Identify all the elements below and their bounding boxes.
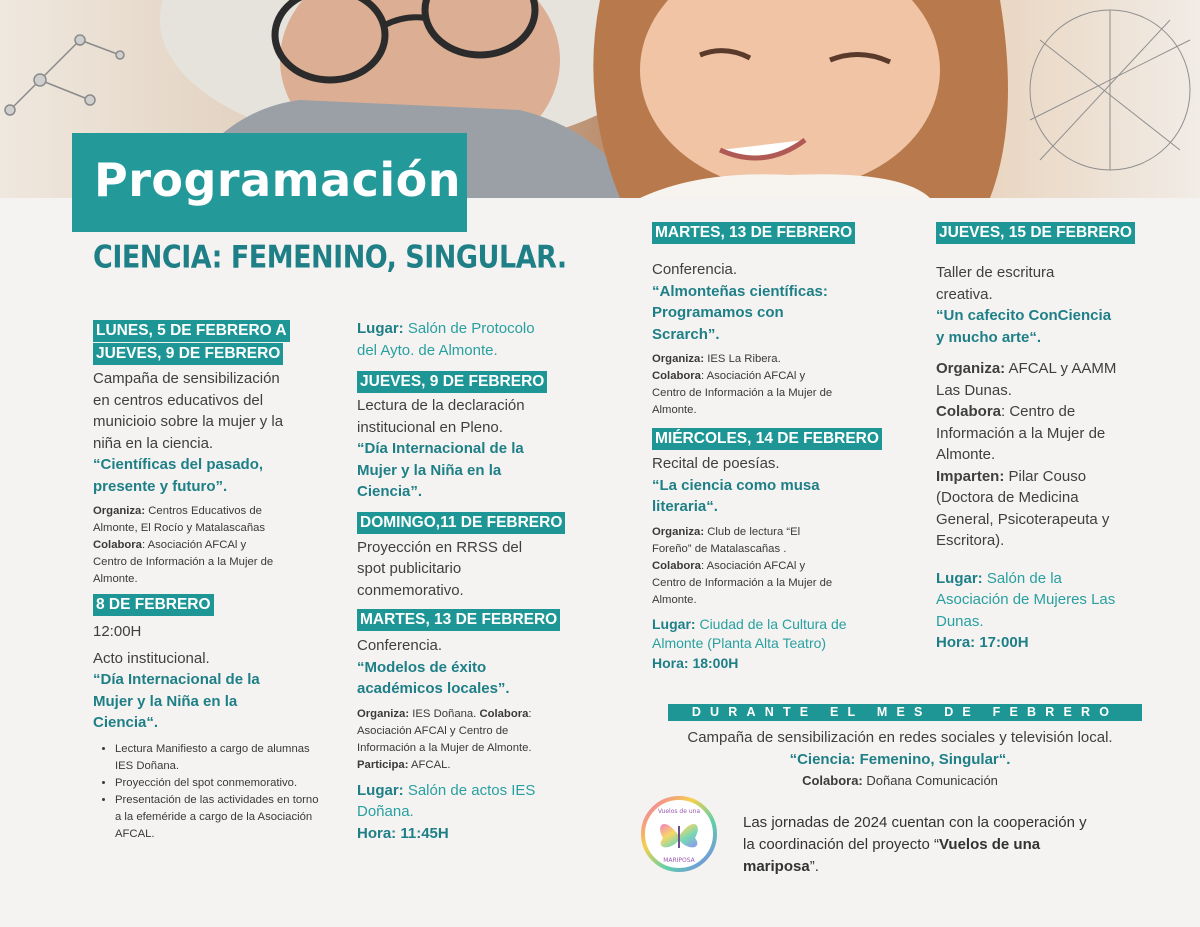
event-date: MARTES, 13 DE FEBRERO xyxy=(652,222,855,244)
event-title: “Almonteñas científicas: Programamos con Scrarch”. xyxy=(652,282,828,343)
event-title: “Día Internacional de la Mujer y la Niña en la Ciencia”. xyxy=(357,440,524,500)
svg-text:MARIPOSA: MARIPOSA xyxy=(663,857,695,864)
event-date: MARTES, 13 DE FEBRERO xyxy=(357,609,560,631)
page-subtitle: CIENCIA: FEMENINO, SINGULAR. xyxy=(93,240,567,276)
event-description: Acto institucional. xyxy=(93,649,210,667)
event-date: MIÉRCOLES, 14 DE FEBRERO xyxy=(652,428,882,450)
event-title: “Un cafecito ConCiencia y mucho arte“. xyxy=(936,307,1112,346)
event-credits: Organiza: AFCAL y AAMM Las Dunas. Colabora: Centro de Información a la Mujer de Almonte. Imparten: Pilar Couso (Doctora de Medicina General, Psicoterapeuta y Escritora). xyxy=(936,360,1117,549)
event-description: Conferencia. xyxy=(357,637,443,654)
event-description: Lectura de la declaración institucional en Pleno. xyxy=(357,397,525,436)
list-item: • Proyección del spot conmemorativo. xyxy=(115,775,325,792)
svg-text:Vuelos de una: Vuelos de una xyxy=(657,808,701,815)
event-title: “Día Internacional de la Mujer y la Niña en la Ciencia“. xyxy=(93,671,260,731)
footer-note: Las jornadas de 2024 cuentan con la cooperación y la coordinación del proyecto “Vuelos de una mariposa”. xyxy=(743,814,1087,875)
event-location: Lugar: Salón de actos IES Doñana. Hora: 11:45H xyxy=(357,781,536,842)
list-item: • Lectura Manifiesto a cargo de alumnas IES Doñana. xyxy=(115,741,325,775)
event-description: Campaña de sensibilización en centros educativos del municioio sobre la mujer y la niña en la ciencia. xyxy=(93,370,284,452)
event-credits: Organiza: Club de lectura “El Foreño” de Matalascañas . Colabora: Asociación AFCAl y Centro de Información a la Mujer de Almonte. xyxy=(652,525,833,606)
event-date: JUEVES, 9 DE FEBRERO xyxy=(93,343,283,365)
event-title: “La ciencia como musa literaria“. xyxy=(652,476,820,515)
page-title: Programación xyxy=(94,153,462,207)
event-description: Conferencia. xyxy=(652,261,738,278)
event-description: Recital de poesías. xyxy=(652,455,780,472)
event-date: DOMINGO,11 DE FEBRERO xyxy=(357,512,565,534)
event-date: JUEVES, 9 DE FEBRERO xyxy=(357,371,547,393)
event-date: 8 DE FEBRERO xyxy=(93,594,214,616)
event-title: “Científicas del pasado, presente y futuro”. xyxy=(93,456,264,495)
event-title: “Modelos de éxito académicos locales”. xyxy=(357,658,510,697)
column-1 xyxy=(93,320,328,843)
column-4 xyxy=(936,222,1166,654)
event-credits: Organiza: IES Doñana. Colabora: Asociación AFCAl y Centro de Información a la Mujer de Almonte. Participa: AFCAL. xyxy=(357,707,532,771)
campaign-title: “Ciencia: Femenino, Singular“. xyxy=(789,751,1011,768)
list-item: • Presentación de las actividades en torno a la efeméride a cargo de la Asociación AFCAL. xyxy=(115,792,325,843)
column-3 xyxy=(652,222,892,673)
event-date: LUNES, 5 DE FEBRERO A xyxy=(93,320,290,342)
event-credits: Organiza: IES La Ribera. Colabora: Asociación AFCAl y Centro de Información a la Mujer de Almonte. xyxy=(652,353,833,416)
event-description: Proyección en RRSS del spot publicitario conmemorativo. xyxy=(357,538,523,599)
month-banner: DURANTE EL MES DE FEBRERO xyxy=(668,704,1142,721)
event-location: Lugar: Salón de la Asociación de Mujeres Las Dunas. Hora: 17:00H xyxy=(936,569,1116,651)
event-description: Taller de escritura creativa. xyxy=(936,264,1055,303)
event-time: 12:00H xyxy=(93,623,142,640)
event-credits: Organiza: Centros Educativos de Almonte, El Rocío y Matalascañas Colabora: Asociación AFCAl y Centro de Información a la Mujer de Almonte. xyxy=(93,505,274,585)
campaign-credits: Colabora: Doñana Comunicación xyxy=(802,773,998,788)
vuelos-de-una-mariposa-logo xyxy=(641,796,717,872)
event-bullet-list xyxy=(115,741,325,843)
event-location: Lugar: Salón de Protocolo del Ayto. de Almonte. xyxy=(357,320,535,359)
event-location: Lugar: Ciudad de la Cultura de Almonte (Planta Alta Teatro) Hora: 18:00H xyxy=(652,615,847,671)
column-2 xyxy=(357,318,577,844)
event-date: JUEVES, 15 DE FEBRERO xyxy=(936,222,1135,244)
campaign-description: Campaña de sensibilización en redes sociales y televisión local. xyxy=(687,729,1113,746)
